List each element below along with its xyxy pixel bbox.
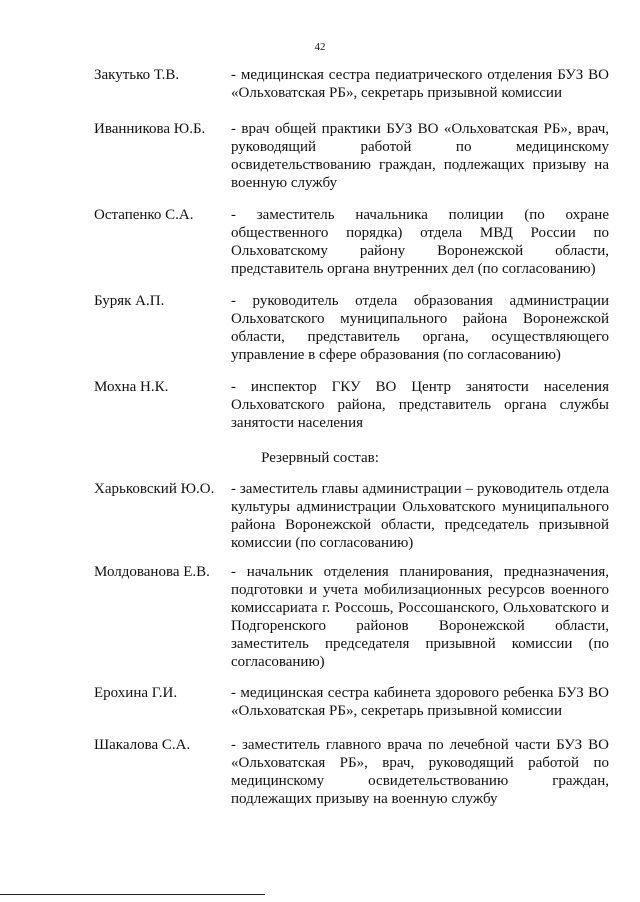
reserve-heading: Резервный состав: — [261, 450, 379, 466]
member-name: Буряк А.П. — [94, 293, 165, 309]
member-name: Закутько Т.В. — [94, 67, 180, 83]
reserve-member-description: - начальник отделения планирования, предназначения, подготовки и учета мобилизационных ресурсов военного комиссариата г. Россошь, Россошанского, Ольховатского и Подгоренского районов Воронежской области, заместитель председателя призывной комиссии (по согласованию) — [231, 564, 609, 670]
reserve-member-description: - медицинская сестра кабинета здорового ребенка БУЗ ВО «Ольховатская РБ», секретарь призывной комиссии — [231, 685, 609, 719]
member-description: - инспектор ГКУ ВО Центр занятости населения Ольховатского района, представитель органа службы занятости населения — [231, 379, 609, 431]
member-description: - заместитель начальника полиции (по охране общественного порядка) отдела МВД России по Ольховатскому району Воронежской области, представитель органа внутренних дел (по согласованию) — [231, 207, 609, 277]
reserve-member-description: - заместитель главного врача по лечебной части БУЗ ВО «Ольховатская РБ», врач, руководящий работой по медицинскому освидетельствованию граждан, подлежащих призыву на военную службу — [231, 737, 609, 807]
member-description: - руководитель отдела образования администрации Ольховатского муниципального района Воронежской области, представитель органа, осуществляющего управление в сфере образования (по согласованию) — [231, 293, 609, 363]
reserve-member-name: Молдованова Е.В. — [94, 564, 210, 580]
reserve-member-name: Ерохина Г.И. — [94, 685, 178, 701]
member-name: Иванникова Ю.Б. — [94, 121, 206, 137]
reserve-member-description: - заместитель главы администрации – руководитель отдела культуры администрации Ольховатского муниципального района Воронежской области, председатель призывной комиссии (по согласованию) — [231, 481, 609, 551]
footnote-divider — [0, 894, 265, 895]
member-name: Остапенко С.А. — [94, 207, 194, 223]
reserve-member-name: Шакалова С.А. — [94, 737, 191, 753]
member-description: - врач общей практики БУЗ ВО «Ольховатская РБ», врач, руководящий работой по медицинскому освидетельствованию граждан, подлежащих призыву на военную службу — [231, 121, 609, 191]
page-number: 42 — [314, 41, 326, 53]
member-name: Мохна Н.К. — [94, 379, 169, 395]
reserve-member-name: Харьковский Ю.О. — [94, 481, 215, 497]
member-description: - медицинская сестра педиатрического отделения БУЗ ВО «Ольховатская РБ», секретарь призывной комиссии — [231, 67, 609, 101]
